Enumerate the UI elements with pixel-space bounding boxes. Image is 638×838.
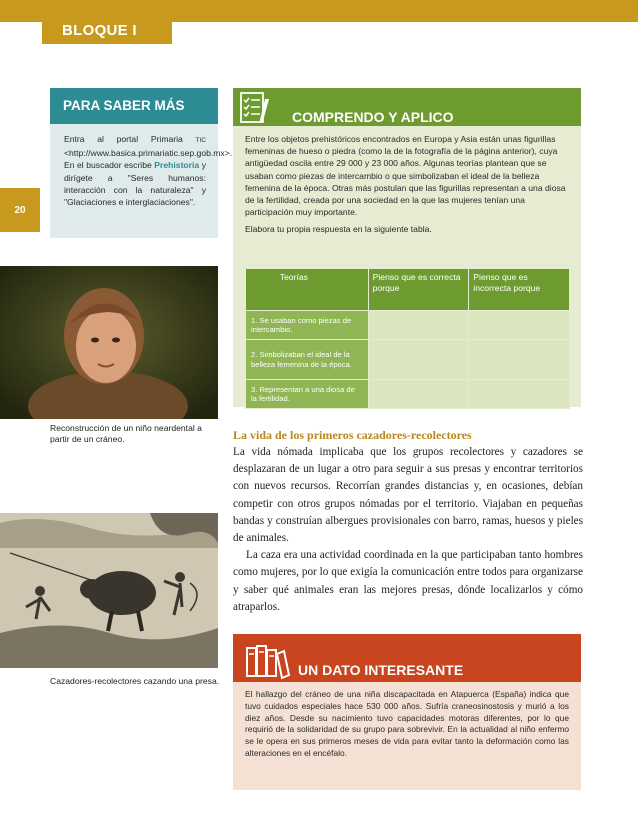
article-paragraph: La caza era una actividad coordinada en la que participaban tanto hombres como mujeres, por lo que exigía la comunicación entre todos para organizarse y saber qué animales eran las mejores presas, dónde localizarlos y cómo atraparlos. xyxy=(233,549,583,613)
comprendo-text: Entre los objetos prehistóricos encontrados en Europa y Asia están unas figurillas femeninas de hueso o piedra (como la de la fotografía de la página anterior), cuya antigüedad oscila entre 29 000 y 23 000 años. Algunas teorías plantean que se usaban como piezas de intercambio o que simbolizaban el ideal de la belleza femenina de la época. Otras más postulan que las figurillas representan a una diosa de la fertilidad, creada por una sociedad en la que las mujeres tenían una participación muy importante. xyxy=(245,134,566,218)
psm-text-1: Entra al portal Primaria xyxy=(64,134,183,144)
comprendo-header xyxy=(233,88,581,126)
para-saber-mas-title: PARA SABER MÁS xyxy=(50,88,218,124)
article-body xyxy=(233,444,583,616)
article-paragraph: La vida nómada implicaba que los grupos recolectores y cazadores se desplazaran de un lugar a otro para seguir a sus presas y encontrar territorios con nuevos recursos. Recorrían grandes distancias y, en ocasiones, debían competir con otros grupos nómadas por el territorio. Viajaban en pequeñas bandas y construían albergues provisionales con barro, ramas, huesos y pieles de animales. xyxy=(233,446,583,545)
theory-cell: 3. Representan a una diosa de la fertilidad. xyxy=(246,380,369,409)
figure-caption: Cazadores-recolectores cazando una presa. xyxy=(50,676,220,686)
dato-text: El hallazgo del cráneo de una niña discapacitada en Atapuerca (España) indica que tuvo cuidados especiales hace 530 000 años. Sufría craneosinostosis y murió a los diez años. Desde su nacimiento tuvo capacidades motoras diferentes, por lo que requirió de la solidaridad de su grupo para sobrevivir. En la actualidad al niño enfermo se le opera en sus primeros meses de vida para evitar tanto la deformación como las alteraciones en el encéfalo. xyxy=(245,689,569,758)
search-keyword: Prehistoria xyxy=(154,160,200,171)
theories-table xyxy=(245,268,570,409)
dato-header xyxy=(233,634,581,682)
figure-caption: Reconstrucción de un niño neardental a partir de un cráneo. xyxy=(50,423,202,444)
table-row xyxy=(246,340,570,380)
books-icon xyxy=(243,640,291,680)
bloque-label: BLOQUE I xyxy=(42,18,172,44)
comprendo-title: COMPRENDO Y APLICO xyxy=(292,109,454,125)
table-header-row xyxy=(246,269,570,311)
portal-link[interactable]: <http://www.basica.primariatic.sep.gob.mx>. En el buscador escribe xyxy=(64,148,233,171)
para-saber-mas-text xyxy=(50,124,233,208)
para-saber-mas-box xyxy=(50,88,233,238)
theory-cell: 1. Se usaban como piezas de intercambio. xyxy=(246,311,369,340)
column-header: Pienso que es incorrecta porque xyxy=(469,269,570,311)
table-row xyxy=(246,380,570,409)
answer-cell[interactable] xyxy=(368,340,469,380)
comprendo-aplico-box xyxy=(233,88,581,407)
answer-cell[interactable] xyxy=(469,311,570,340)
answer-cell[interactable] xyxy=(368,311,469,340)
column-header: Pienso que es correcta porque xyxy=(368,269,469,311)
psm-text-3: y dirígete a "Seres humanos: interacción con la naturaleza" y "Glaciaciones e interglaciaciones". xyxy=(64,160,207,208)
answer-cell[interactable] xyxy=(469,380,570,409)
dato-interesante-box xyxy=(233,634,581,790)
column-header: Teorías xyxy=(246,269,369,311)
article-title: La vida de los primeros cazadores-recolectores xyxy=(233,428,472,442)
dato-title: UN DATO INTERESANTE xyxy=(298,662,464,678)
answer-cell[interactable] xyxy=(469,340,570,380)
answer-cell[interactable] xyxy=(368,380,469,409)
hunters-engraving xyxy=(0,513,218,668)
notepad-checklist-icon xyxy=(238,91,274,125)
theory-cell: 2. Simbolizaban el ideal de la belleza femenina de la época. xyxy=(246,340,369,380)
neanderthal-child-photo xyxy=(0,266,218,419)
comprendo-instruction: Elabora tu propia respuesta en la siguiente tabla. xyxy=(245,224,432,235)
table-row xyxy=(246,311,570,340)
tic-label: TIC xyxy=(195,137,206,144)
page-number: 20 xyxy=(0,188,40,232)
